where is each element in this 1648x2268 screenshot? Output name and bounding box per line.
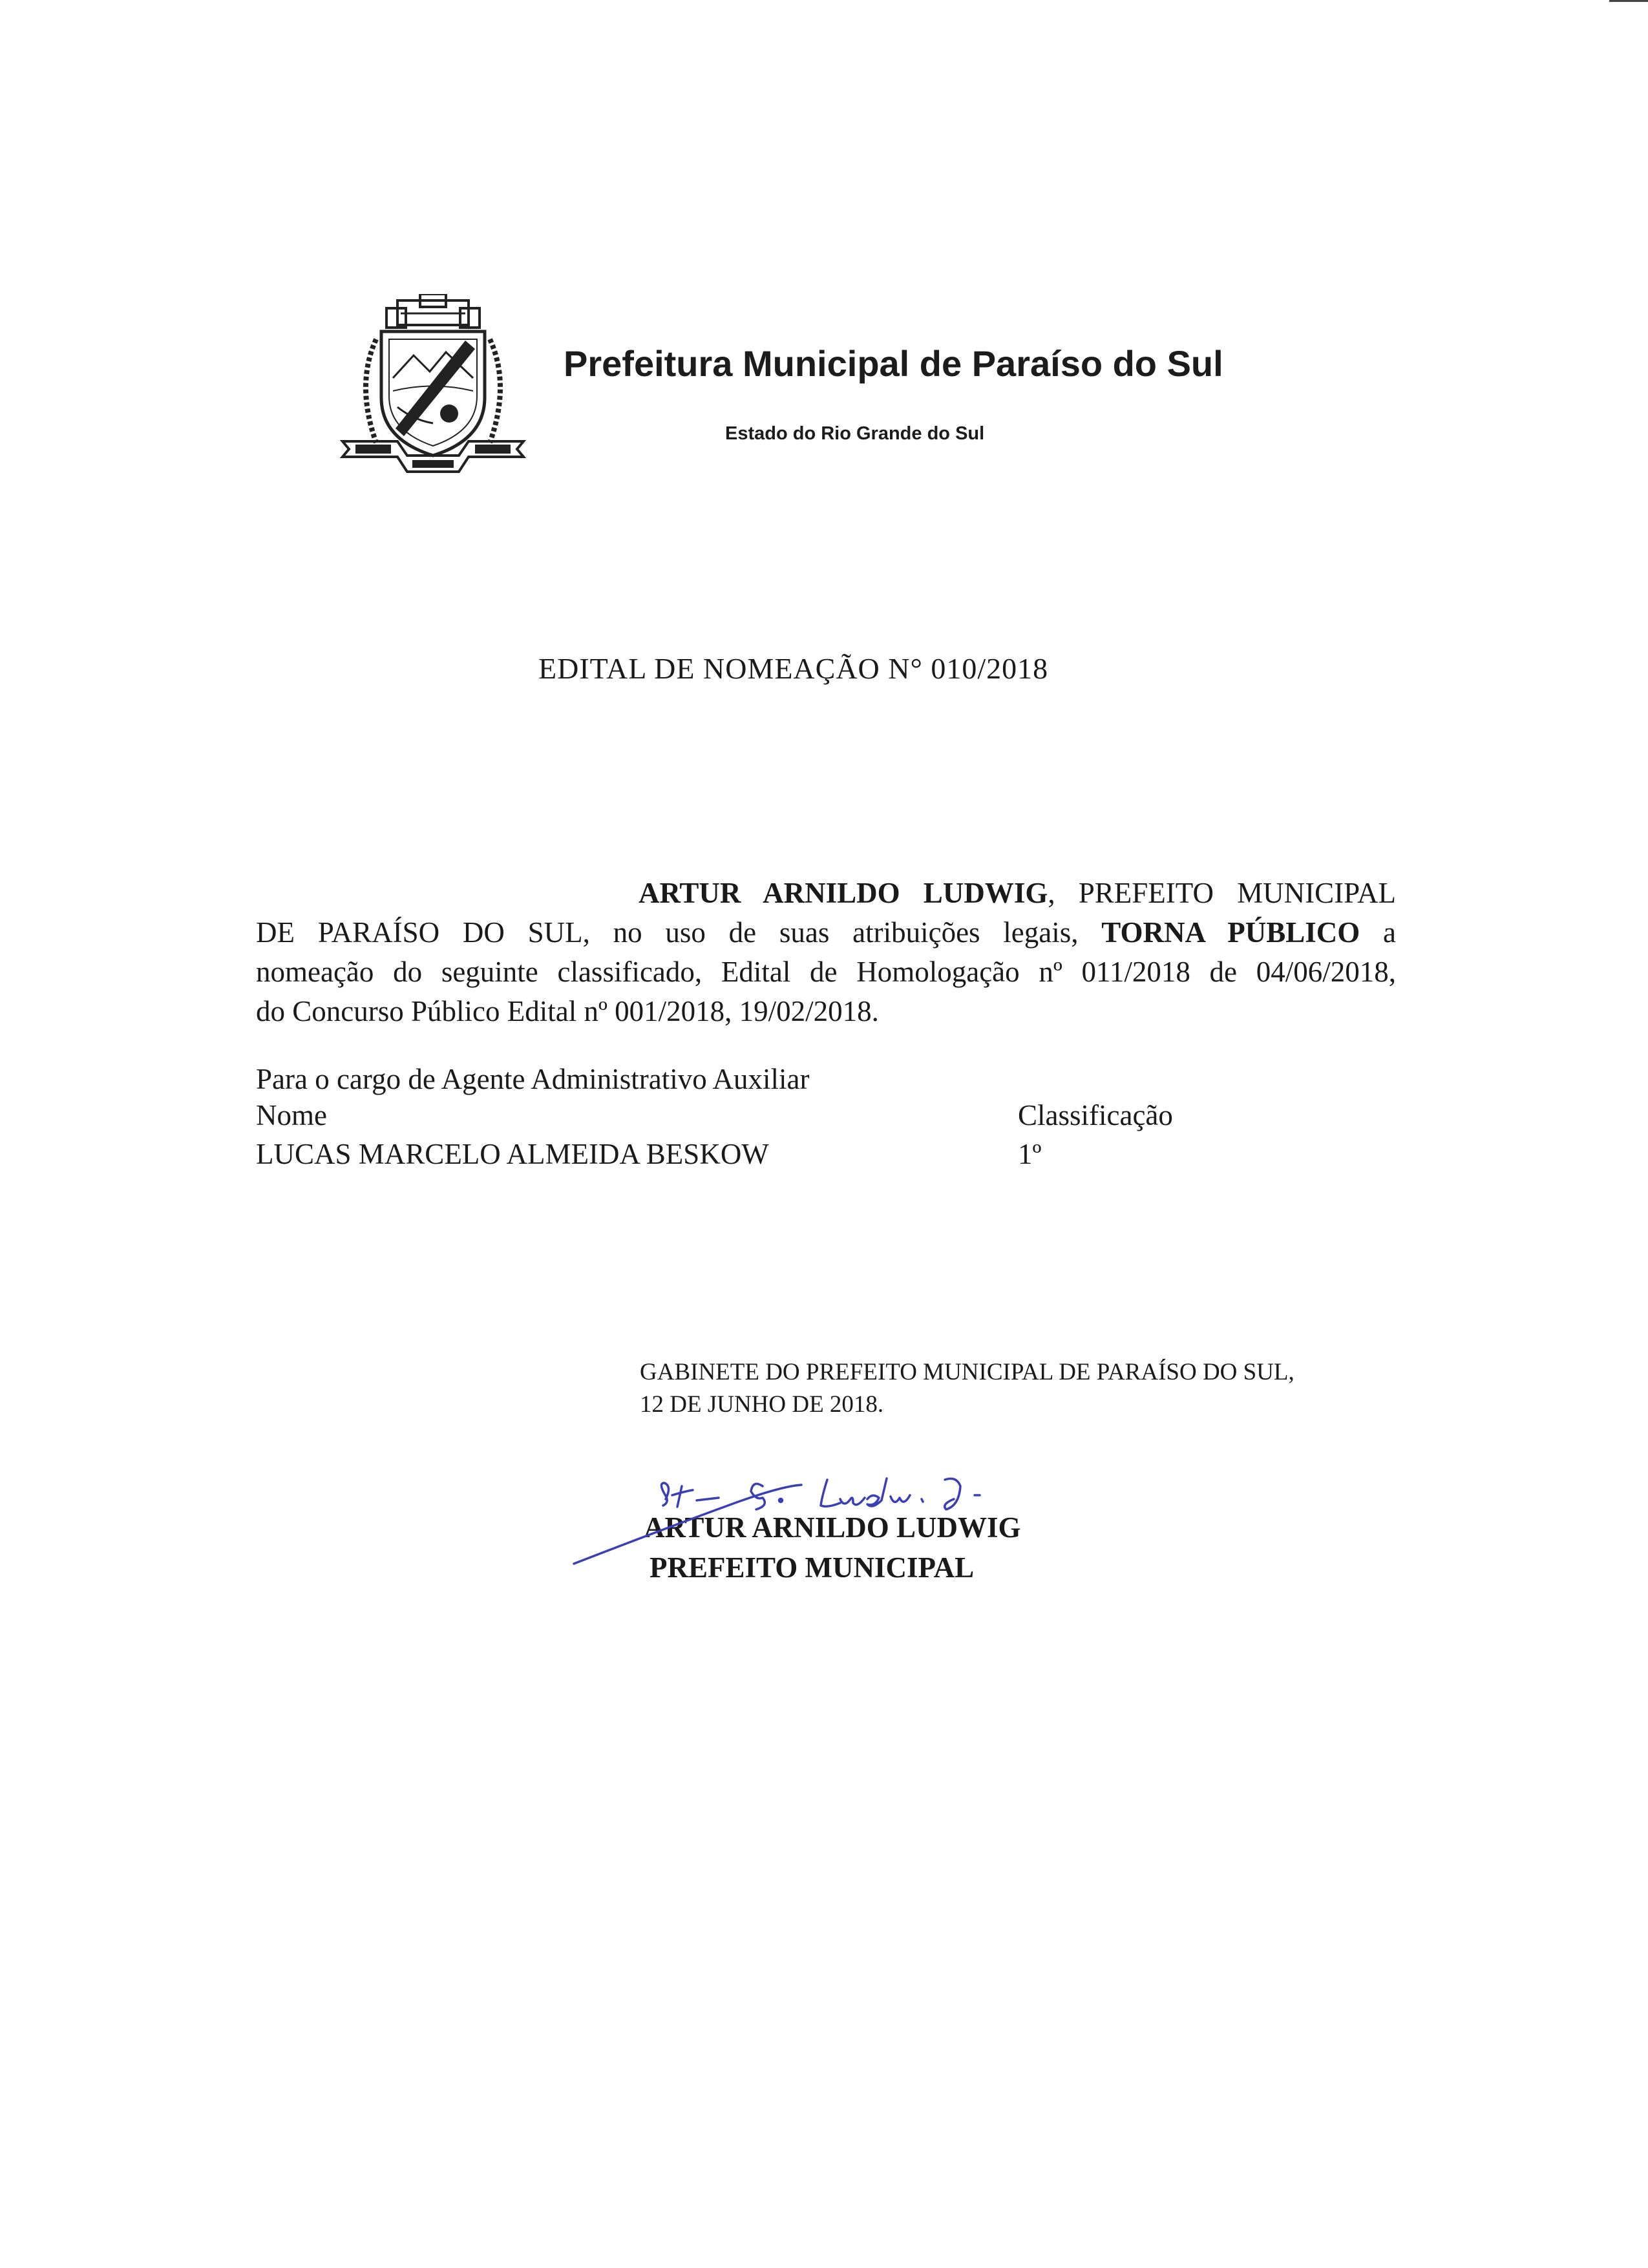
municipal-coat-of-arms-icon [336,294,530,488]
document-title: EDITAL DE NOMEAÇÃO N° 010/2018 [538,652,1049,685]
body-line: nomeação do seguinte classificado, Edital de Homologação nº 011/2018 de 04/06/2018, [256,956,1396,988]
body-line [256,913,1396,952]
signatory-title: PREFEITO MUNICIPAL [650,1551,975,1584]
handwritten-signature [569,1467,1060,1570]
signatory-name: ARTUR ARNILDO LUDWIG [644,1511,1021,1544]
body-line [256,874,1396,913]
body-text: , PREFEITO MUNICIPAL [1048,877,1396,909]
organization-subtitle: Estado do Rio Grande do Sul [725,423,985,444]
column-header-classification: Classificação [1018,1099,1173,1131]
column-header-name: Nome [256,1099,327,1131]
body-text: DE PARAÍSO DO SUL, no uso de suas atribuições legais, [256,916,1079,949]
candidate-name: LUCAS MARCELO ALMEIDA BESKOW [256,1138,769,1170]
torna-publico-bold: TORNA PÚBLICO [1101,916,1360,949]
body-line: do Concurso Público Edital nº 001/2018, 19/02/2018. [256,995,879,1027]
scan-artifact-line [1609,0,1648,2]
body-paragraph [256,874,1396,1031]
closing-date: 12 DE JUNHO DE 2018. [640,1391,884,1418]
organization-title: Prefeitura Municipal de Paraíso do Sul [564,343,1223,384]
body-text: a [1383,916,1397,949]
position-statement: Para o cargo de Agente Administrativo Auxiliar [256,1063,810,1095]
candidate-classification: 1º [1018,1138,1042,1170]
closing-line: GABINETE DO PREFEITO MUNICIPAL DE PARAÍSO DO SUL, [640,1359,1294,1385]
mayor-name-bold: ARTUR ARNILDO LUDWIG [639,877,1048,909]
